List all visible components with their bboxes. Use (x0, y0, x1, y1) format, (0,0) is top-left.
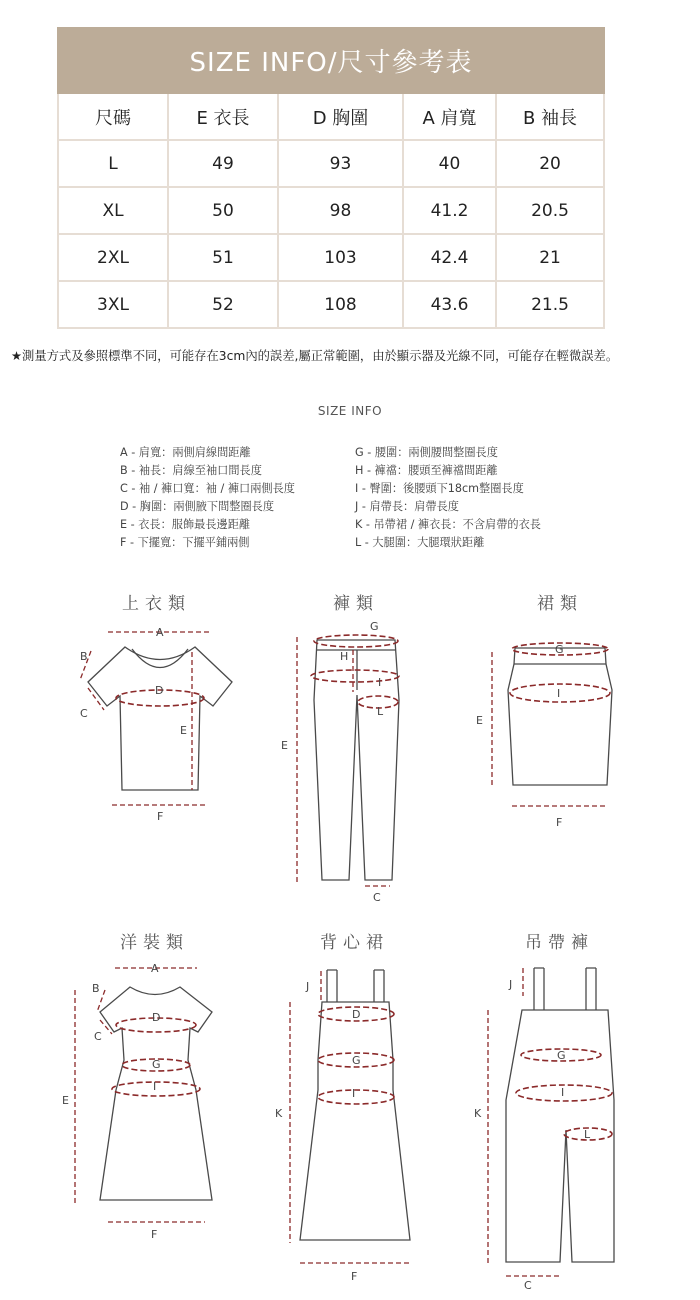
label-f: F (157, 810, 164, 823)
header-sleeve: B 袖長 (496, 93, 604, 140)
label-c: C (94, 1030, 102, 1043)
table-cell: 20.5 (496, 187, 604, 234)
table-cell: 20 (496, 140, 604, 187)
definitions-left (120, 444, 295, 552)
table-cell: L (58, 140, 168, 187)
table-cell: 52 (168, 281, 278, 328)
label-b: B (80, 650, 88, 663)
header-chest: D 胸圍 (278, 93, 403, 140)
table-cell: 43.6 (403, 281, 496, 328)
table-cell: 98 (278, 187, 403, 234)
table-row (58, 140, 604, 187)
label-l: L (377, 705, 384, 718)
category-skirts: 裙類 (537, 594, 583, 614)
definition-item: E - 衣長：服飾最長邊距離 (120, 518, 251, 531)
label-c: C (373, 891, 381, 904)
definition-item: L - 大腿圍：大腿環狀距離 (355, 536, 485, 549)
label-e: E (62, 1094, 69, 1107)
tshirt-diagram (80, 626, 232, 823)
table-cell: 2XL (58, 234, 168, 281)
measure-i-loop (311, 670, 399, 682)
table-cell: 49 (168, 140, 278, 187)
table-row (58, 187, 604, 234)
label-e: E (476, 714, 483, 727)
category-dresses: 洋裝類 (120, 933, 189, 953)
label-f: F (151, 1228, 158, 1241)
definition-item: H - 褲襠：腰頭至褲襠間距離 (355, 464, 498, 477)
definition-item: C - 袖 / 褲口寬：袖 / 褲口兩側長度 (120, 482, 295, 495)
category-vest-dress: 背心裙 (320, 933, 389, 953)
definitions-right (355, 444, 541, 552)
definition-item: F - 下擺寬：下擺平鋪兩側 (120, 536, 250, 549)
definition-item: K - 吊帶裙 / 褲衣長：不含肩帶的衣長 (355, 518, 541, 531)
definition-item: D - 胸圍：兩側腋下間整圈長度 (120, 500, 275, 513)
category-pants: 褲類 (333, 594, 379, 614)
label-a: A (156, 626, 164, 639)
definition-item: J - 肩帶長：肩帶長度 (355, 500, 459, 513)
label-i: I (153, 1080, 157, 1093)
category-overalls: 吊帶褲 (525, 933, 594, 953)
label-g: G (152, 1058, 161, 1071)
tshirt-outline (88, 647, 232, 790)
measure-i-loop (318, 1090, 394, 1104)
measurement-note: ★測量方式及參照標準不同，可能存在3cm內的誤差,屬正常範圍，由於顯示器及光線不同，可能存在輕微誤差。 (11, 349, 619, 363)
table-cell: 50 (168, 187, 278, 234)
label-f: F (351, 1270, 358, 1283)
size-info-title: SIZE INFO (317, 404, 383, 418)
table-cell: 3XL (58, 281, 168, 328)
pants-diagram (281, 620, 399, 904)
table-cell: 93 (278, 140, 403, 187)
label-i: I (561, 1086, 565, 1099)
table-cell: 40 (403, 140, 496, 187)
definition-item: G - 腰圍：兩側腰間整圈長度 (355, 446, 498, 459)
label-h: H (340, 650, 349, 663)
table-cell: 103 (278, 234, 403, 281)
label-d: D (152, 1011, 161, 1024)
table-cell: 21.5 (496, 281, 604, 328)
dress-diagram (62, 962, 212, 1241)
tshirt-collar (132, 649, 188, 668)
header-shoulder: A 肩寬 (403, 93, 496, 140)
label-c: C (524, 1279, 532, 1292)
table-row (58, 281, 604, 328)
label-d: D (155, 684, 164, 697)
label-e: E (180, 724, 187, 737)
label-j: J (306, 980, 310, 993)
definition-item: I - 臀圍：後腰頭下18cm整圈長度 (355, 482, 524, 495)
label-g: G (352, 1054, 361, 1067)
vest-dress-diagram (275, 970, 410, 1283)
label-g: G (555, 643, 564, 656)
table-cell: 41.2 (403, 187, 496, 234)
table-cell: 51 (168, 234, 278, 281)
table-title: SIZE INFO/尺寸參考表 (58, 28, 604, 93)
label-j: J (509, 978, 513, 991)
definition-item: B - 袖長：肩線至袖口間長度 (120, 464, 262, 477)
overalls-outline (506, 1010, 614, 1262)
category-tops: 上衣類 (122, 594, 191, 614)
garment-diagrams (0, 580, 700, 1300)
table-row (58, 234, 604, 281)
table-cell: 21 (496, 234, 604, 281)
label-k: K (275, 1107, 283, 1120)
label-i: I (557, 687, 561, 700)
label-c: C (80, 707, 88, 720)
label-i: I (352, 1087, 356, 1100)
size-table (57, 27, 605, 329)
label-g: G (370, 620, 379, 633)
measure-g-loop (314, 635, 398, 647)
skirt-diagram (476, 643, 612, 829)
label-l: L (584, 1128, 591, 1141)
label-g: G (557, 1049, 566, 1062)
label-i: I (378, 676, 382, 689)
skirt-outline (508, 648, 612, 785)
table-cell: XL (58, 187, 168, 234)
overalls-diagram (474, 968, 614, 1292)
vest-dress-strap (327, 970, 384, 1002)
label-f: F (556, 816, 563, 829)
label-a: A (151, 962, 159, 975)
label-k: K (474, 1107, 482, 1120)
table-cell: 108 (278, 281, 403, 328)
table-cell: 42.4 (403, 234, 496, 281)
definition-item: A - 肩寬：兩側肩線間距離 (120, 446, 251, 459)
overalls-strap (534, 968, 596, 1010)
label-b: B (92, 982, 100, 995)
vest-dress-outline (300, 1002, 410, 1240)
label-d: D (352, 1008, 361, 1021)
table-header-row (58, 93, 604, 140)
header-length: E 衣長 (168, 93, 278, 140)
header-size: 尺碼 (58, 93, 168, 140)
label-e: E (281, 739, 288, 752)
